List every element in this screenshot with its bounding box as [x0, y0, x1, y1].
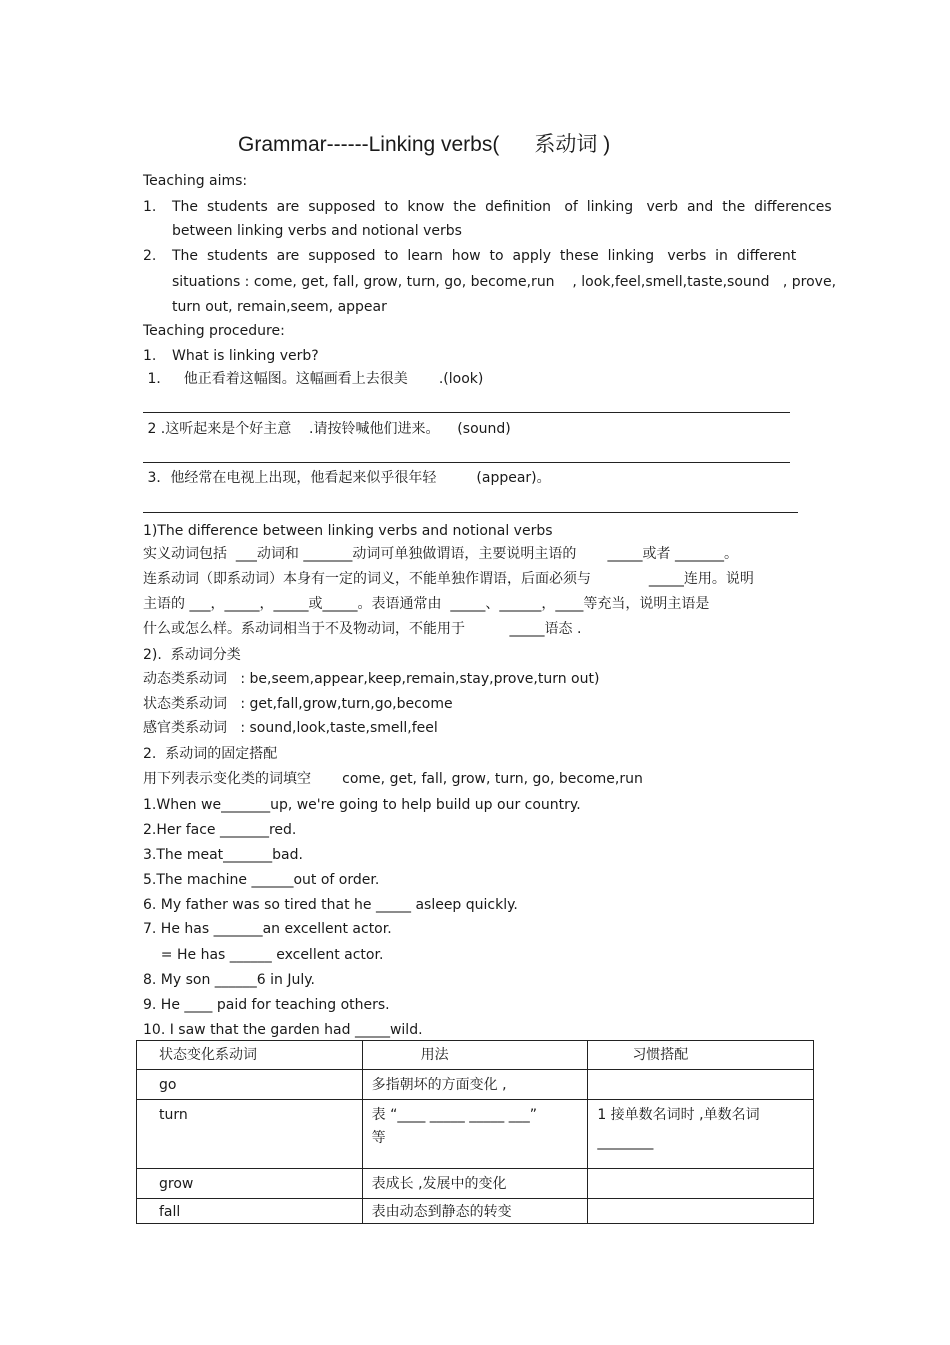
table-row — [137, 1100, 814, 1169]
difference-line-2: 连系动词（即系动词）本身有一定的词义，不能单独作谓语，后面必须与 _____连用。说明 — [143, 571, 754, 587]
exercise-item: 6. My father was so tired that he _____ asleep quickly. — [143, 897, 518, 913]
exercise-item: 1.When we_______up, we're going to help build up our country. — [143, 797, 581, 813]
aim-1-line-1: The students are supposed to know the definition of linking verb and the differences — [172, 199, 832, 215]
table-cell-verb: turn — [137, 1100, 363, 1169]
table-row — [137, 1169, 814, 1199]
table-cell-collocation — [588, 1199, 814, 1224]
classify-heading: 2). 系动词分类 — [143, 647, 241, 663]
fixed-collocation-heading: 2. 系动词的固定搭配 — [143, 746, 278, 762]
table-cell-collocation — [588, 1070, 814, 1100]
table-cell-usage — [362, 1100, 588, 1169]
exercise-item: = He has ______ excellent actor. — [143, 947, 384, 963]
aim-2-line-3: turn out, remain,seem, appear — [172, 299, 387, 315]
table-cell-collocation — [588, 1100, 814, 1169]
fill-in-instruction: 用下列表示变化类的词填空 come, get, fall, grow, turn, go, become,run — [143, 771, 643, 787]
exercise-item: 10. I saw that the garden had _____wild. — [143, 1022, 423, 1038]
table-header-row — [137, 1041, 814, 1070]
table-header-cell: 用法 — [362, 1041, 588, 1070]
table-cell-collocation — [588, 1169, 814, 1199]
table-cell-verb: fall — [137, 1199, 363, 1224]
sentence-3: 3．他经常在电视上出现，他看起来似乎很年轻 (appear)。 — [143, 470, 551, 486]
difference-line-1: 实义动词包括 ___动词和 _______动词可单独做谓语，主要说明主语的 _____或者 _______。 — [143, 546, 738, 562]
difference-line-3: 主语的 ___，_____，_____或_____。表语通常由 _____、______，____等充当，说明主语是 — [143, 596, 710, 612]
collocation-line: ________ — [597, 1134, 654, 1150]
table-row — [137, 1199, 814, 1224]
table-cell-verb: grow — [137, 1169, 363, 1199]
usage-line: 表 “____ _____ _____ ___” — [371, 1107, 537, 1123]
classify-sense: 感官类系动词 : sound,look,taste,smell,feel — [143, 720, 438, 736]
question-1-text: What is linking verb? — [172, 348, 319, 364]
answer-line-1 — [143, 412, 790, 413]
aim-1-number: 1. — [143, 199, 157, 215]
exercise-item: 2.Her face _______red. — [143, 822, 297, 838]
answer-line-3 — [143, 512, 798, 513]
table-cell-usage: 表成长 ,发展中的变化 — [362, 1169, 588, 1199]
exercise-item: 8. My son ______6 in July. — [143, 972, 316, 988]
aim-2-line-1: The students are supposed to learn how to apply these linking verbs in different — [172, 248, 797, 264]
table-cell-verb: go — [137, 1070, 363, 1100]
collocation-line: 1 接单数名词时 ,单数名词 — [597, 1107, 760, 1123]
sentence-2: 2 .这听起来是个好主意 .请按铃喊他们进来。 (sound) — [143, 421, 511, 437]
classify-dynamic: 动态类系动词 : be,seem,appear,keep,remain,stay,prove,turn out) — [143, 671, 600, 687]
answer-line-2 — [143, 462, 790, 463]
exercise-item: 9. He ____ paid for teaching others. — [143, 997, 390, 1013]
aim-1-line-2: between linking verbs and notional verbs — [172, 223, 462, 239]
teaching-procedure-heading: Teaching procedure: — [143, 323, 285, 339]
question-1-number: 1. — [143, 348, 157, 364]
exercise-item: 5.The machine ______out of order. — [143, 872, 380, 888]
page-title: Grammar------Linking verbs( 系动词 ) — [238, 133, 611, 156]
table-row — [137, 1070, 814, 1100]
aim-2-line-2: situations : come, get, fall, grow, turn, go, become,run , look,feel,smell,taste,sound , prove, — [172, 274, 837, 290]
aim-2-number: 2. — [143, 248, 157, 264]
teaching-aims-heading: Teaching aims: — [143, 173, 248, 189]
sentence-1: 1． 他正看着这幅图。这幅画看上去很美 .(look) — [143, 371, 484, 387]
classify-state: 状态类系动词 : get,fall,grow,turn,go,become — [143, 696, 453, 712]
difference-line-4: 什么或怎么样。系动词相当于不及物动词，不能用于 _____语态 . — [143, 621, 582, 637]
usage-line: 等 — [371, 1130, 386, 1146]
exercise-item: 7. He has _______an excellent actor. — [143, 921, 392, 937]
table-cell-usage: 多指朝坏的方面变化 , — [362, 1070, 588, 1100]
difference-heading: 1)The difference between linking verbs and notional verbs — [143, 523, 553, 539]
table-cell-usage: 表由动态到静态的转变 — [362, 1199, 588, 1224]
exercise-item: 3.The meat_______bad. — [143, 847, 303, 863]
linking-verb-table — [136, 1040, 814, 1224]
table-header-cell: 状态变化系动词 — [137, 1041, 363, 1070]
table-header-cell: 习惯搭配 — [588, 1041, 814, 1070]
